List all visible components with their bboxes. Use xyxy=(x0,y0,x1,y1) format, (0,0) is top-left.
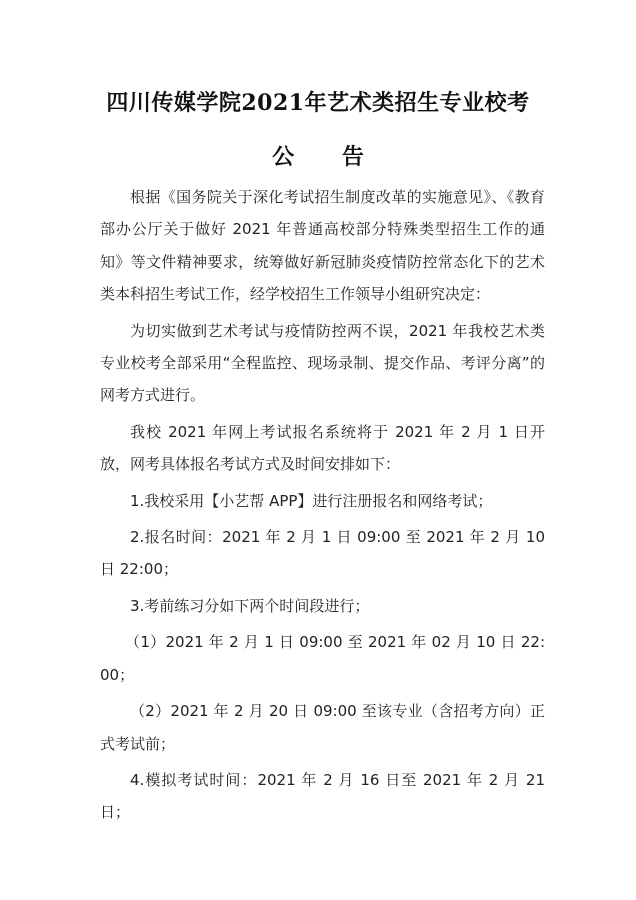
paragraph-item-4: 4.模拟考试时间：2021 年 2 月 16 日至 2021 年 2 月 21 日； xyxy=(100,770,545,822)
paragraph-registration-system: 我校 2021 年网上考试报名系统将于 2021 年 2 月 1 日开放，网考具体报名考试方式及时间安排如下： xyxy=(100,422,545,474)
document-body xyxy=(100,181,545,833)
document-subtitle: 公 告 xyxy=(272,144,384,170)
paragraph-item-3-1: （1）2021 年 2 月 1 日 09:00 至 2021 年 02 月 10 日 22:00； xyxy=(100,633,545,684)
paragraph-item-2: 2.报名时间：2021 年 2 月 1 日 09:00 至 2021 年 2 月 10 日 22:00； xyxy=(100,528,545,579)
paragraph-item-1: 1.我校采用【小艺帮 APP】进行注册报名和网络考试； xyxy=(130,491,493,510)
paragraph-item-3-2: （2）2021 年 2 月 20 日 09:00 至该专业（含招考方向）正式考试前； xyxy=(100,702,545,753)
document-title: 四川传媒学院2021年艺术类招生专业校考 xyxy=(106,90,530,116)
paragraph-item-3: 3.考前练习分如下两个时间段进行； xyxy=(130,596,370,615)
paragraph-basis: 根据《国务院关于深化考试招生制度改革的实施意见》、《教育部办公厅关于做好 2021 年普通高校部分特殊类型招生工作的通知》等文件精神要求，统筹做好新冠肺炎疫情防控常态化下的艺术类本科招生考试工作，经学校招生工作领导小组研究决定： xyxy=(100,188,545,304)
paragraph-online-exam: 为切实做到艺术考试与疫情防控两不误，2021 年我校艺术类专业校考全部采用“全程监控、现场录制、提交作品、考评分离”的网考方式进行。 xyxy=(100,321,545,405)
